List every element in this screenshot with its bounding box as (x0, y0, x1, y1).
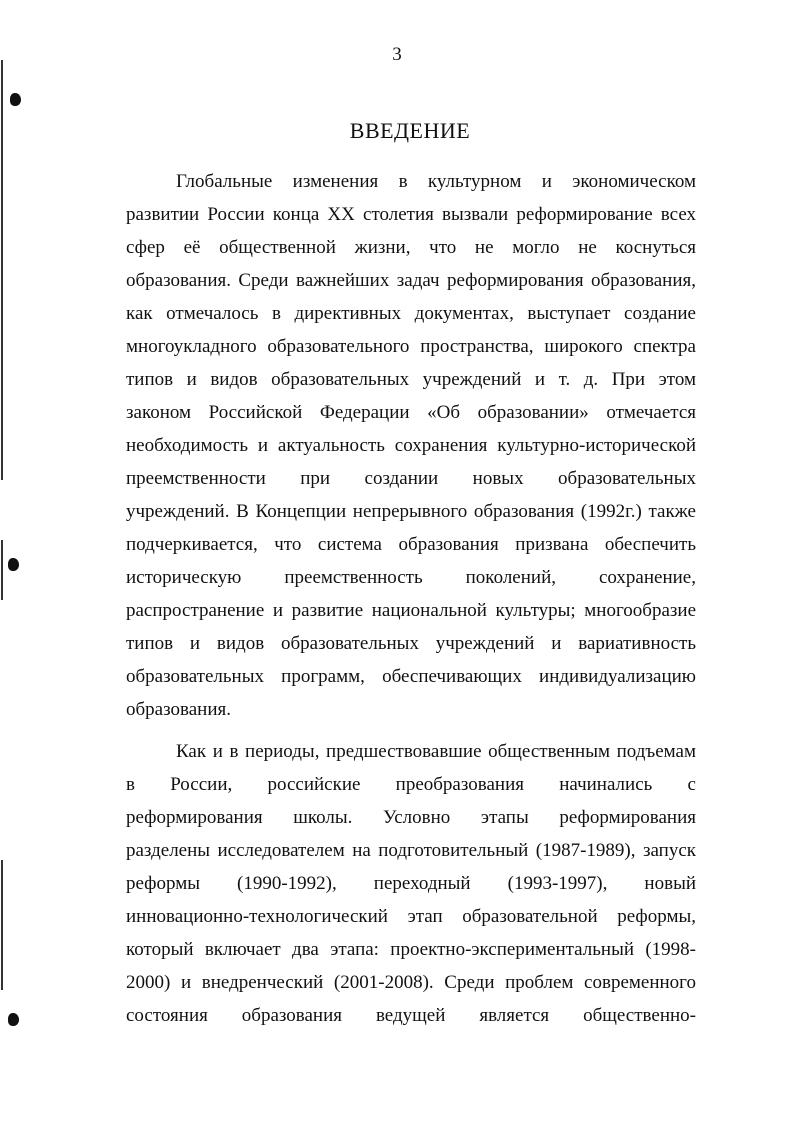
text-line: типов и видов образовательных учреждений и т. д. При этом (126, 369, 696, 390)
text-line: реформирования школы. Условно этапы реформирования (126, 807, 696, 828)
text-line: развитии России конца XX столетия вызвали реформирование всех (126, 204, 696, 225)
text-line: многоукладного образовательного пространства, широкого спектра (126, 336, 696, 357)
text-line: состояния образования ведущей является общественно- (126, 1005, 696, 1026)
paragraph-gap (126, 726, 696, 735)
text-line: преемственности при создании новых образовательных (126, 468, 696, 489)
text-line: реформы (1990-1992), переходный (1993-1997), новый (126, 873, 696, 894)
text-line: инновационно-технологический этап образовательной реформы, (126, 906, 696, 927)
text-line: законом Российской Федерации «Об образовании» отмечается (126, 402, 696, 423)
scan-hole-mark-middle (8, 558, 19, 571)
text-line: который включает два этапа: проектно-экспериментальный (1998- (126, 939, 696, 960)
text-line: Как и в периоды, предшествовавшие общественным подъемам (176, 741, 696, 762)
body-text (126, 165, 696, 1032)
text-line: 2000) и внедренческий (2001-2008). Среди проблем современного (126, 972, 696, 993)
text-line: как отмечалось в директивных документах, выступает создание (126, 303, 696, 324)
text-line: Глобальные изменения в культурном и экономическом (176, 171, 696, 192)
text-line: необходимость и актуальность сохранения культурно-исторической (126, 435, 696, 456)
scan-hole-mark-bottom (8, 1013, 19, 1026)
text-line: образования. Среди важнейших задач реформирования образования, (126, 270, 696, 291)
text-line: разделены исследователем на подготовительный (1987-1989), запуск (126, 840, 696, 861)
section-heading: ВВЕДЕНИЕ (349, 118, 471, 143)
scan-edge-line-bottom (1, 860, 3, 990)
text-line: распространение и развитие национальной культуры; многообразие (126, 600, 696, 621)
text-line: в России, российские преобразования начинались с (126, 774, 696, 795)
text-line: учреждений. В Концепции непрерывного образования (1992г.) также (126, 501, 696, 522)
scan-hole-mark-top (10, 93, 21, 106)
scan-edge-line-middle (1, 540, 3, 600)
text-line: типов и видов образовательных учреждений и вариативность (126, 633, 696, 654)
text-line: историческую преемственность поколений, сохранение, (126, 567, 696, 588)
text-line: образования. (126, 699, 231, 720)
text-line: образовательных программ, обеспечивающих индивидуализацию (126, 666, 696, 687)
page-number: 3 (392, 44, 402, 65)
text-line: сфер её общественной жизни, что не могло не коснуться (126, 237, 696, 258)
text-line: подчеркивается, что система образования призвана обеспечить (126, 534, 696, 555)
